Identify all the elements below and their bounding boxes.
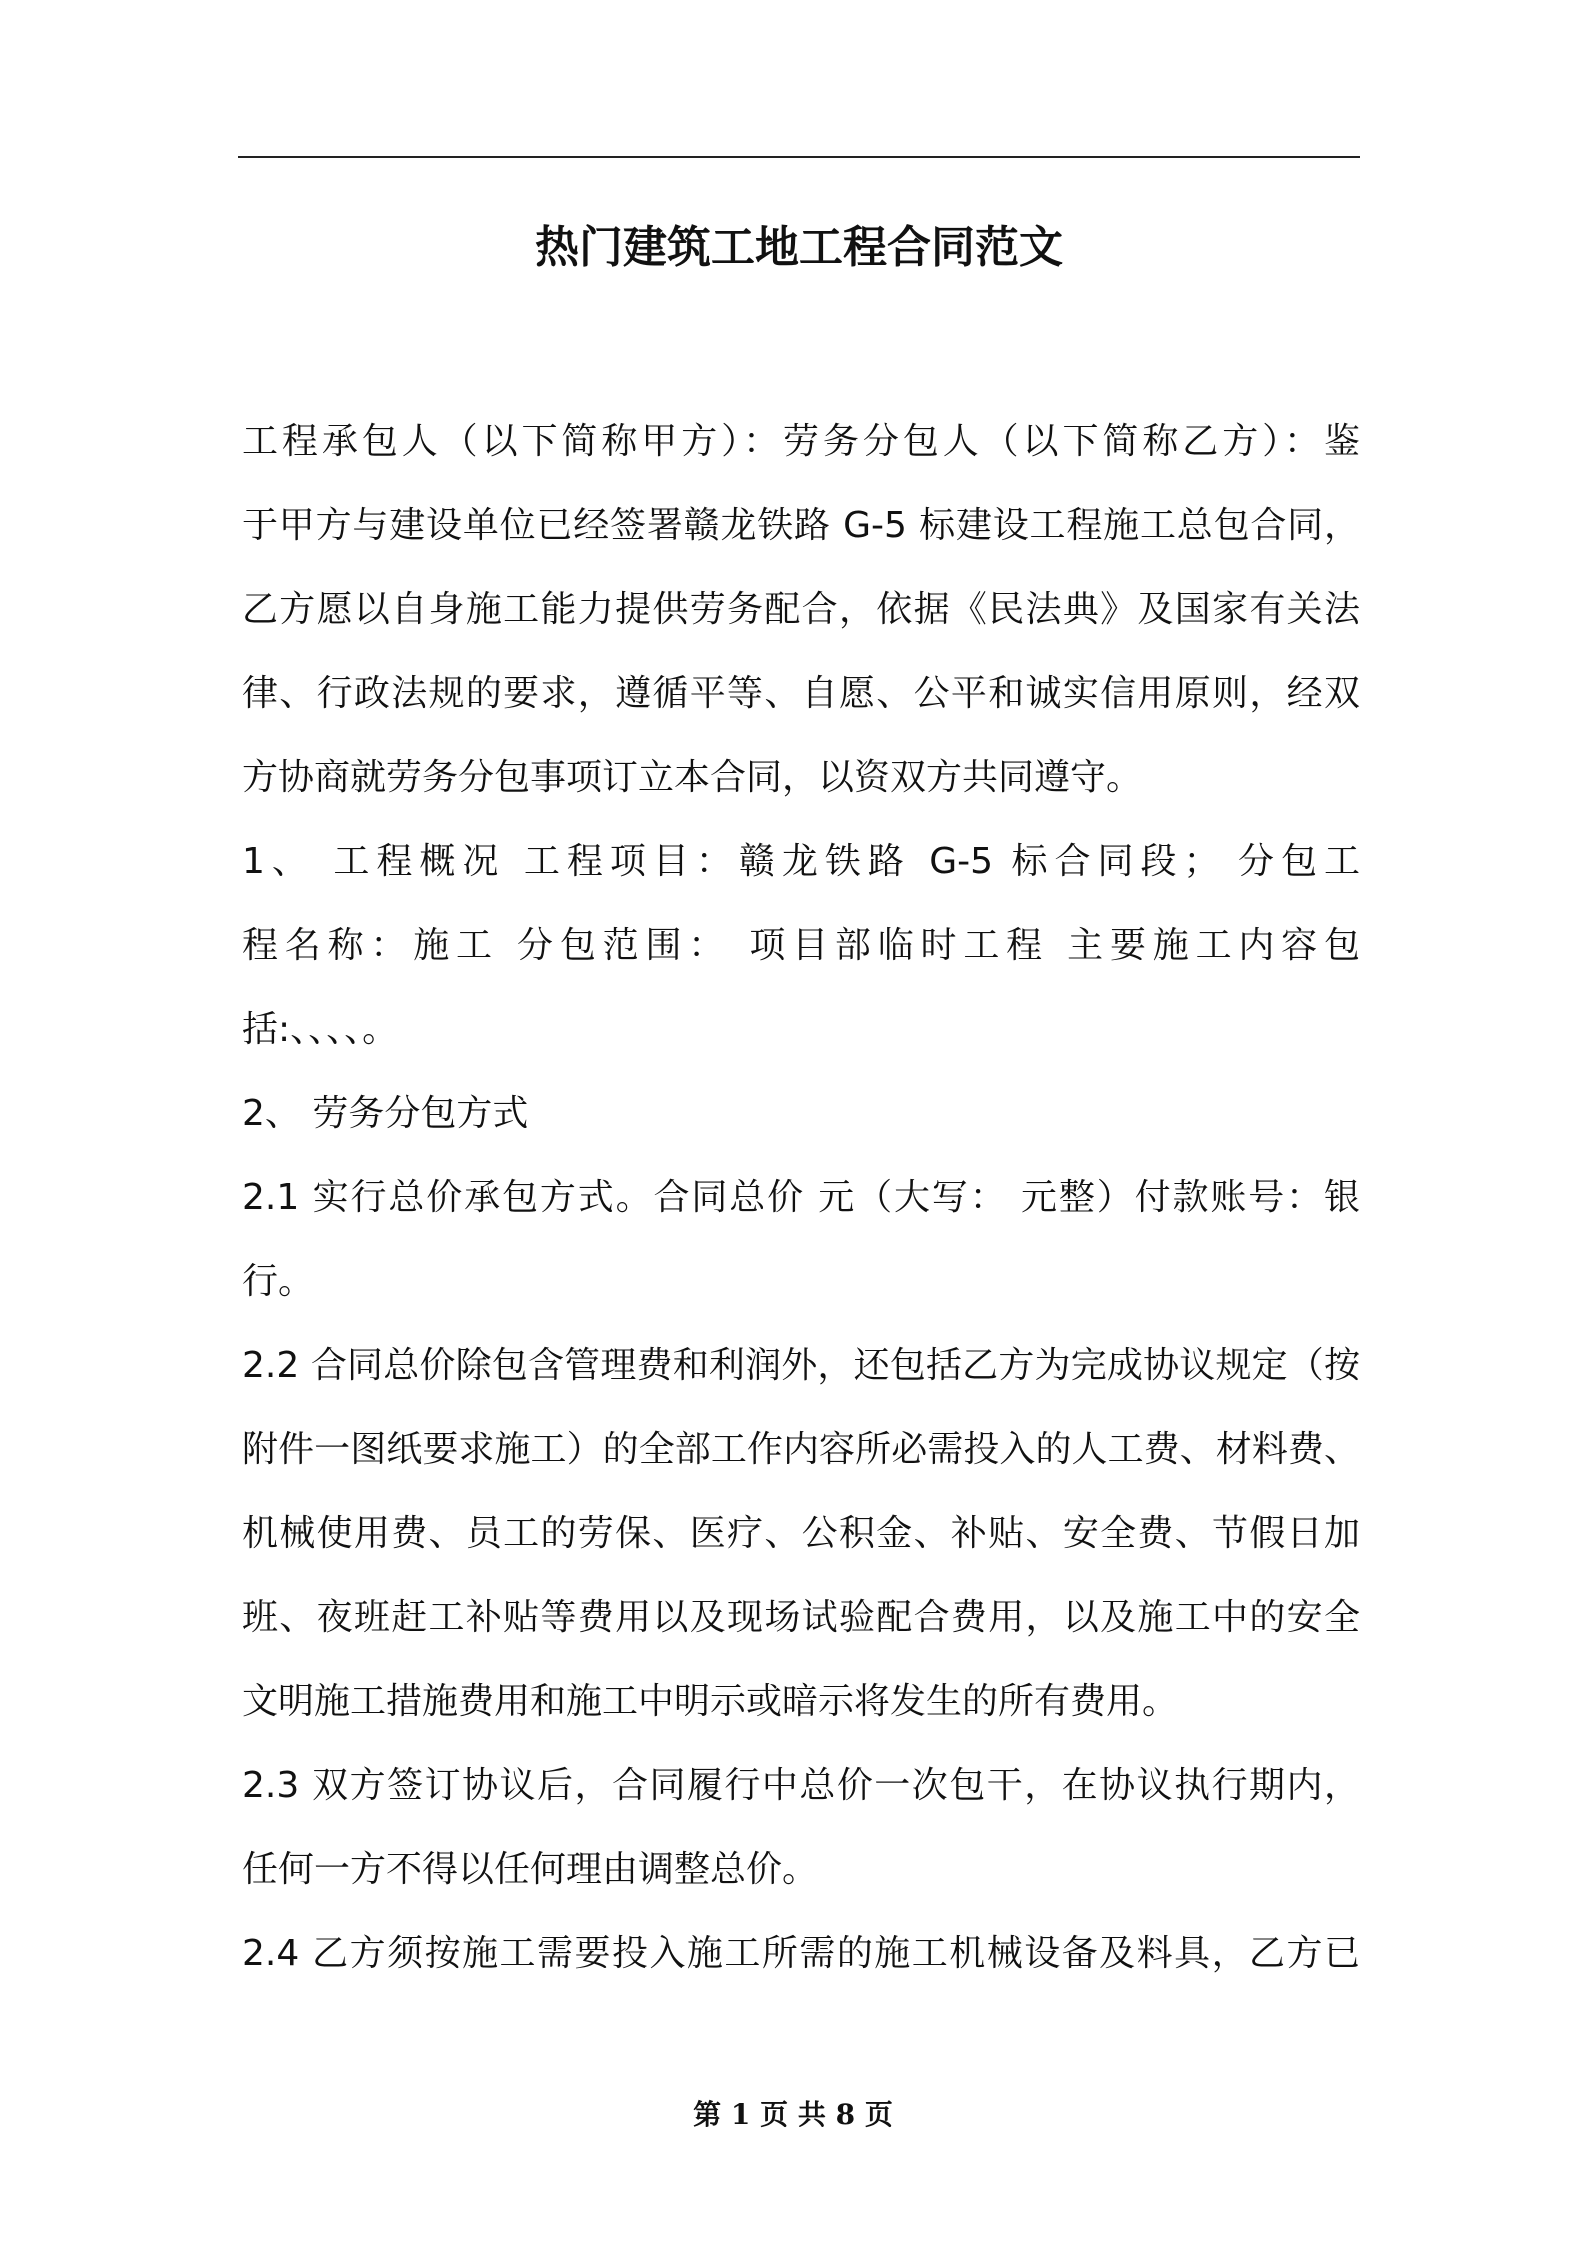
body-line: 班、夜班赶工补贴等费用以及现场试验配合费用，以及施工中的安全: [242, 1597, 1360, 1638]
body-line: 2.2 合同总价除包含管理费和利润外，还包括乙方为完成协议规定（按: [242, 1345, 1360, 1386]
body-line: 文明施工措施费用和施工中明示或暗示将发生的所有费用。: [242, 1681, 1179, 1722]
body-line: 附件一图纸要求施工）的全部工作内容所必需投入的人工费、材料费、: [242, 1429, 1360, 1470]
body-line: 2.1 实行总价承包方式。合同总价 元（大写： 元整）付款账号：银: [242, 1177, 1360, 1218]
body-line: 机械使用费、员工的劳保、医疗、公积金、补贴、安全费、节假日加: [242, 1513, 1360, 1554]
body-line: 工程承包人（以下简称甲方）：劳务分包人（以下简称乙方）：鉴: [242, 421, 1360, 462]
header-rule: [238, 156, 1360, 158]
body-line: 律、行政法规的要求，遵循平等、自愿、公平和诚实信用原则，经双: [242, 673, 1360, 714]
body-line: 2.3 双方签订协议后，合同履行中总价一次包干，在协议执行期内，: [242, 1765, 1360, 1806]
body-line: 行。: [242, 1261, 315, 1302]
body-line: 程名称：施工 分包范围： 项目部临时工程 主要施工内容包: [242, 925, 1360, 966]
body-line: 1、 工程概况 工程项目：赣龙铁路 G-5 标合同段； 分包工: [242, 841, 1360, 882]
body-line: 于甲方与建设单位已经签署赣龙铁路 G-5 标建设工程施工总包合同，: [242, 505, 1360, 546]
body-line: 2.4 乙方须按施工需要投入施工所需的施工机械设备及料具，乙方已: [242, 1933, 1360, 1974]
body-line: 2、 劳务分包方式: [242, 1093, 529, 1134]
page-number: 第 1 页 共 8 页: [693, 2098, 893, 2131]
body-line: 乙方愿以自身施工能力提供劳务配合，依据《民法典》及国家有关法: [242, 589, 1360, 630]
body-line: 括:、、、、。: [242, 1009, 399, 1050]
document-title: 热门建筑工地工程合同范文: [535, 222, 1063, 273]
body-line: 任何一方不得以任何理由调整总价。: [242, 1849, 819, 1890]
body-line: 方协商就劳务分包事项订立本合同，以资双方共同遵守。: [242, 757, 1143, 798]
document-body: [242, 400, 1360, 1996]
